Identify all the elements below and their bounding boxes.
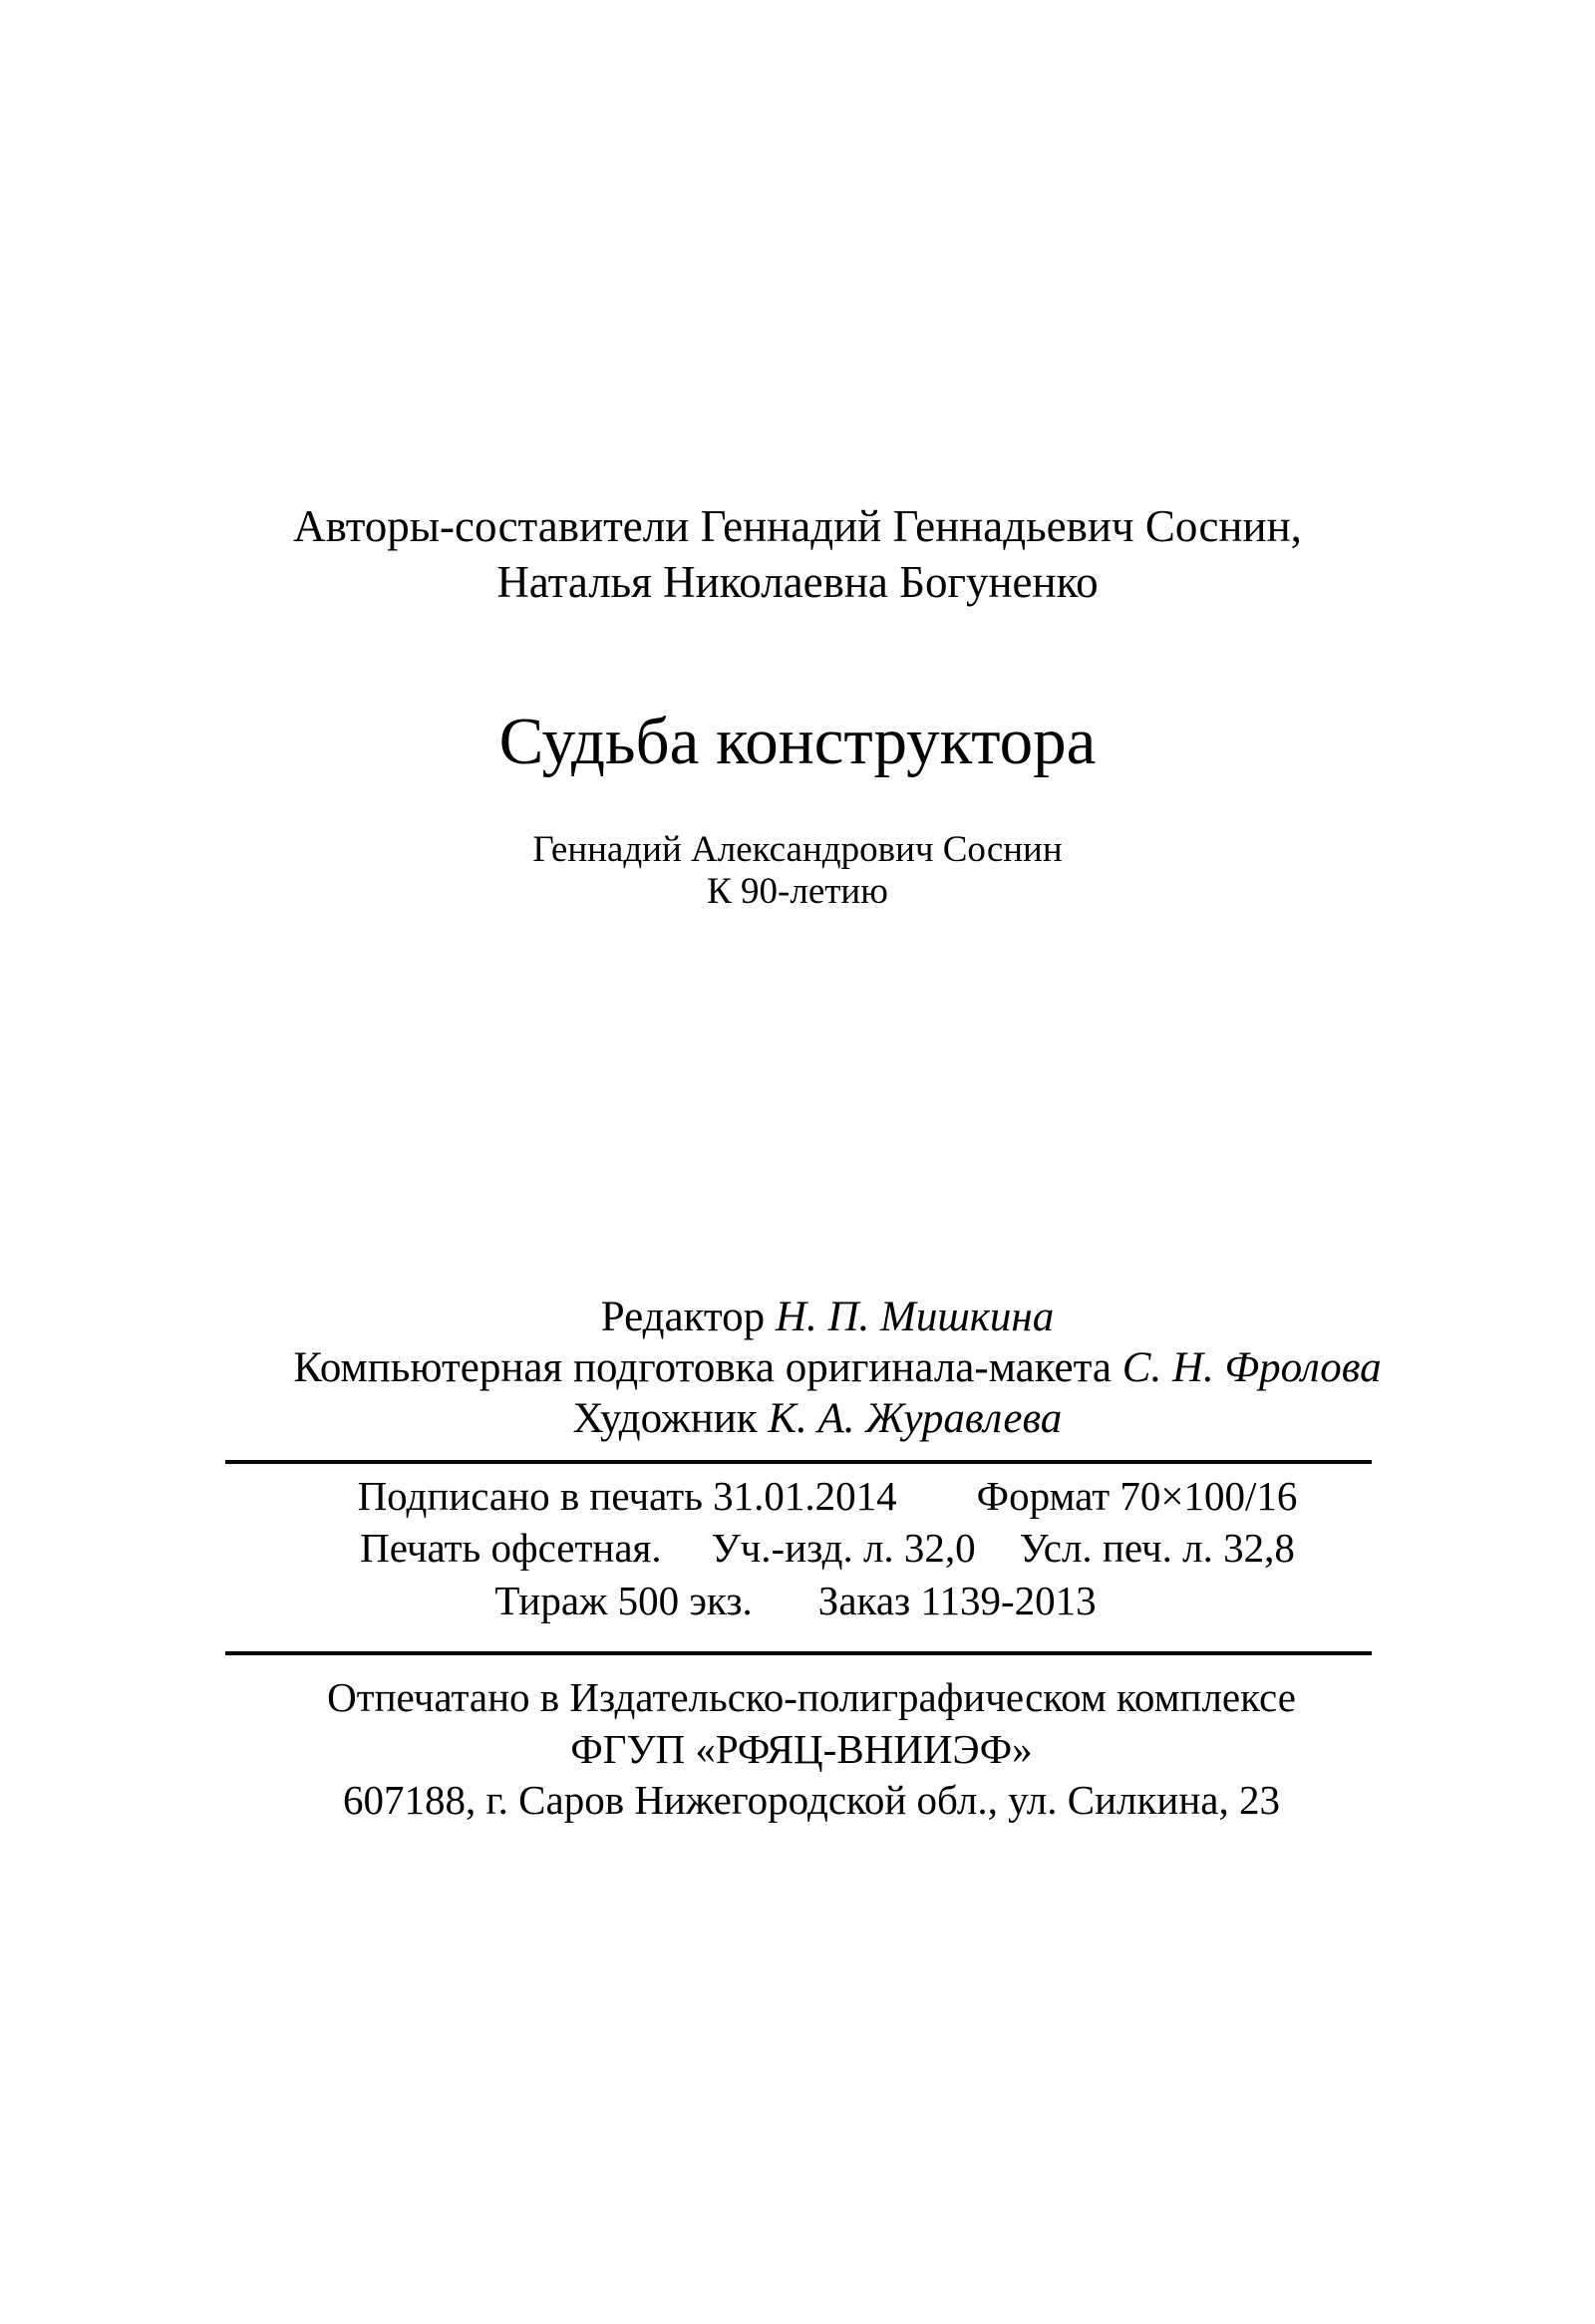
- credit-layout-name: С. Н. Фролова: [1121, 1344, 1382, 1391]
- divider-bottom: [225, 1651, 1372, 1655]
- credit-layout: [40, 1346, 1595, 1389]
- imprint-line-2: [30, 1525, 1595, 1571]
- imprint-circulation: Тираж 500 экз.: [494, 1578, 753, 1623]
- authors-line-1: Авторы-составители Геннадий Геннадьевич Соснин,: [293, 501, 1302, 551]
- printer-line-2: ФГУП «РФЯЦ-ВНИИЭФ»: [570, 1726, 1033, 1772]
- imprint-order: Заказ 1139-2013: [817, 1578, 1097, 1623]
- book-subtitle-line-1: Геннадий Александрович Соснин: [532, 829, 1063, 870]
- imprint-pub-sheets: Уч.-изд. л. 32,0: [711, 1525, 976, 1571]
- imprint-print-type: Печать офсетная.: [360, 1525, 662, 1571]
- book-title: Судьба конструктора: [498, 705, 1097, 778]
- printer-line-3: 607188, г. Саров Нижегородской обл., ул. Силкина, 23: [342, 1777, 1281, 1823]
- credit-editor-label: Редактор: [600, 1294, 766, 1340]
- imprint-signed: Подписано в печать 31.01.2014: [357, 1473, 897, 1519]
- authors-line-2: Наталья Николаевна Богуненко: [496, 557, 1099, 607]
- divider-top: [225, 1460, 1372, 1464]
- imprint-format: Формат 70×100/16: [976, 1473, 1298, 1519]
- credit-artist-name: К. А. Журавлева: [768, 1395, 1063, 1442]
- credit-artist: [20, 1397, 1595, 1440]
- credit-layout-label: Компьютерная подготовка оригинала-макета: [293, 1344, 1113, 1391]
- imprint-line-3: [0, 1578, 1593, 1623]
- imprint-line-1: [30, 1473, 1595, 1519]
- imprint-print-sheets: Усл. печ. л. 32,8: [1019, 1525, 1295, 1571]
- printer-line-1: Отпечатано в Издательско-полиграфическом комплексе: [327, 1674, 1296, 1720]
- credit-editor: [30, 1296, 1595, 1338]
- credit-editor-name: Н. П. Мишкина: [775, 1294, 1055, 1340]
- book-subtitle-line-2: К 90-летию: [707, 871, 888, 912]
- credit-artist-label: Художник: [572, 1395, 758, 1442]
